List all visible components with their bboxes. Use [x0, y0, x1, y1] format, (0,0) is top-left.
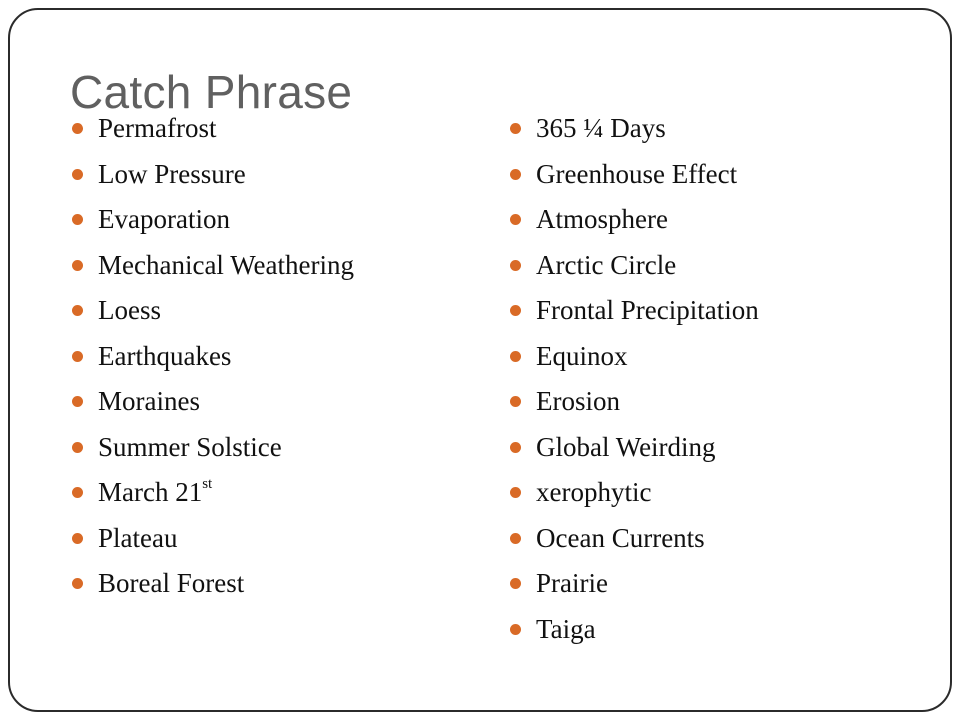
right-bullet-list [510, 106, 759, 652]
bullet-text: Evaporation [98, 204, 230, 234]
bullet-text: Ocean Currents [536, 522, 705, 553]
bullet-dot-icon [72, 578, 83, 589]
bullet-item [510, 288, 759, 334]
bullet-dot-icon [72, 396, 83, 407]
bullet-dot-icon [72, 123, 83, 134]
bullet-text: Low Pressure [98, 158, 246, 189]
bullet-text: Earthquakes [98, 340, 232, 371]
bullet-text: Loess [98, 295, 161, 325]
bullet-item [510, 425, 759, 471]
bullet-item [72, 379, 354, 425]
ordinal-superscript: st [202, 476, 213, 492]
bullet-item [72, 197, 354, 243]
bullet-item [510, 379, 759, 425]
bullet-text: Taiga [536, 613, 596, 644]
bullet-item [510, 152, 759, 198]
bullet-item [72, 425, 354, 471]
bullet-dot-icon [72, 351, 83, 362]
bullet-item [72, 334, 354, 380]
bullet-item [510, 334, 759, 380]
bullet-dot-icon [72, 260, 83, 271]
bullet-text: Frontal Precipitation [536, 295, 759, 325]
bullet-dot-icon [510, 214, 521, 225]
bullet-item [72, 106, 354, 152]
bullet-item [72, 561, 354, 607]
bullet-dot-icon [72, 214, 83, 225]
bullet-text: March 21st [98, 476, 213, 507]
bullet-text: Boreal Forest [98, 568, 245, 598]
bullet-dot-icon [510, 487, 521, 498]
bullet-item [510, 197, 759, 243]
bullet-dot-icon [510, 533, 521, 544]
bullet-item [72, 516, 354, 562]
bullet-text: Summer Solstice [98, 431, 282, 462]
bullet-dot-icon [510, 624, 521, 635]
bullet-text: Equinox [536, 340, 628, 371]
bullet-text: Mechanical Weathering [98, 249, 354, 280]
bullet-dot-icon [510, 169, 521, 180]
bullet-dot-icon [510, 123, 521, 134]
bullet-item [72, 152, 354, 198]
bullet-text: Permafrost [98, 113, 217, 143]
bullet-item [72, 470, 354, 516]
bullet-text: Atmosphere [536, 204, 668, 234]
bullet-item [510, 470, 759, 516]
bullet-item [510, 561, 759, 607]
bullet-text: Plateau [98, 522, 178, 553]
slide-frame [8, 8, 952, 712]
bullet-text: Prairie [536, 568, 608, 598]
left-bullet-list [72, 106, 354, 607]
bullet-dot-icon [510, 578, 521, 589]
bullet-text: 365 ¼ Days [536, 113, 666, 143]
bullet-item [510, 516, 759, 562]
bullet-dot-icon [510, 396, 521, 407]
slide-title: Catch Phrase [70, 66, 353, 118]
bullet-text: Erosion [536, 386, 620, 416]
bullet-text: Moraines [98, 386, 200, 416]
bullet-text: Arctic Circle [536, 249, 677, 280]
bullet-item [510, 106, 759, 152]
bullet-dot-icon [72, 487, 83, 498]
bullet-text: Global Weirding [536, 431, 716, 462]
bullet-dot-icon [510, 351, 521, 362]
bullet-item [510, 243, 759, 289]
bullet-text: Greenhouse Effect [536, 158, 738, 189]
bullet-item [72, 243, 354, 289]
bullet-item [72, 288, 354, 334]
bullet-dot-icon [72, 533, 83, 544]
bullet-dot-icon [72, 442, 83, 453]
bullet-dot-icon [510, 442, 521, 453]
bullet-text: xerophytic [536, 477, 652, 507]
bullet-dot-icon [510, 305, 521, 316]
bullet-dot-icon [72, 305, 83, 316]
bullet-dot-icon [510, 260, 521, 271]
bullet-dot-icon [72, 169, 83, 180]
bullet-item [510, 607, 759, 653]
